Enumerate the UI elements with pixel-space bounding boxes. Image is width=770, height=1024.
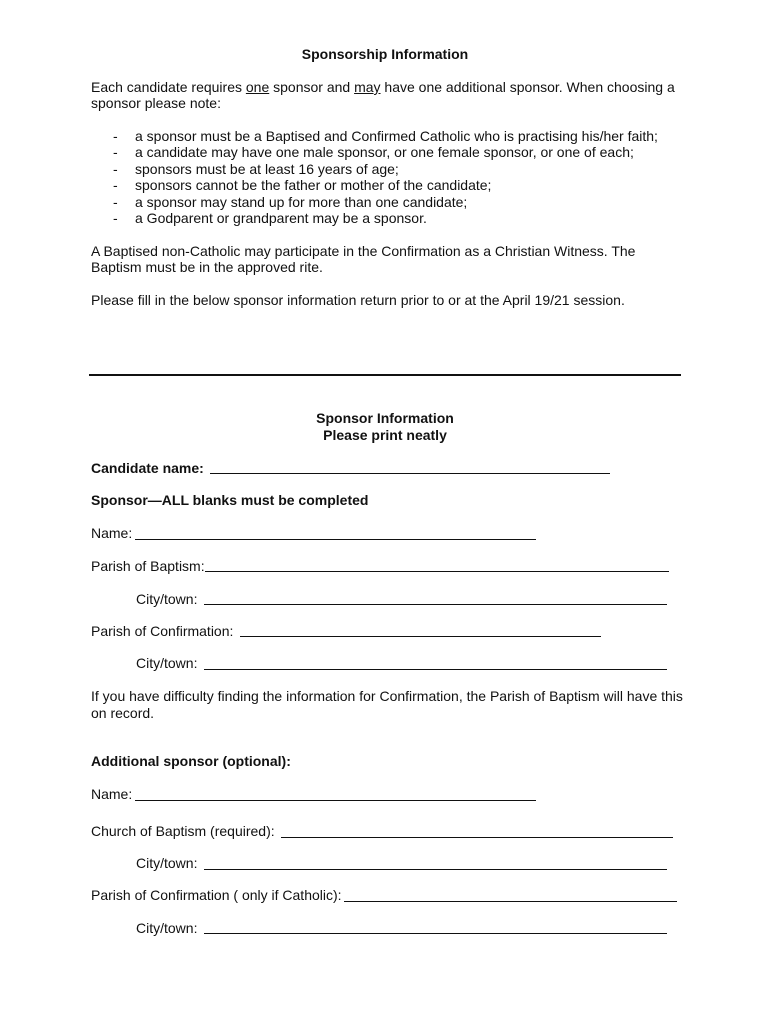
- additional-confirmation-city-field[interactable]: [204, 933, 667, 934]
- bullet-dash: -: [113, 210, 118, 226]
- parish-of-confirmation-field[interactable]: [240, 636, 601, 637]
- confirmation-city-label: City/town:: [136, 655, 198, 671]
- sponsor-heading: Sponsor—ALL blanks must be completed: [91, 492, 369, 508]
- bullet-dash: -: [113, 161, 118, 177]
- additional-name-field[interactable]: [135, 800, 536, 801]
- emphasis-one: one: [245, 79, 270, 95]
- rule-item: a sponsor must be a Baptised and Confirmed Catholic who is practising his/her faith;: [135, 128, 658, 144]
- rule-item: sponsors must be at least 16 years of age;: [135, 161, 399, 177]
- bullet-dash: -: [113, 128, 118, 144]
- rule-item: a sponsor may stand up for more than one candidate;: [135, 194, 468, 210]
- witness-line-2: Baptism must be in the approved rite.: [91, 259, 323, 275]
- rule-item: a Godparent or grandparent may be a sponsor.: [135, 210, 427, 226]
- bullet-dash: -: [113, 177, 118, 193]
- bullet-dash: -: [113, 194, 118, 210]
- candidate-name-label: Candidate name:: [91, 460, 204, 476]
- rule-item: sponsors cannot be the father or mother of the candidate;: [135, 177, 492, 193]
- rule-item: a candidate may have one male sponsor, or one female sponsor, or one of each;: [135, 144, 634, 160]
- difficulty-note-line-1: If you have difficulty finding the information for Confirmation, the Parish of Baptism will have this: [91, 688, 683, 704]
- church-of-baptism-label: Church of Baptism (required):: [91, 823, 275, 839]
- parish-of-baptism-label: Parish of Baptism:: [91, 558, 205, 574]
- intro-line-2: sponsor please note:: [91, 95, 221, 111]
- sponsor-name-field[interactable]: [135, 539, 536, 540]
- confirmation-city-field[interactable]: [204, 669, 667, 670]
- emphasis-may: may: [354, 79, 381, 95]
- section-divider: [89, 374, 681, 376]
- witness-line-1: A Baptised non-Catholic may participate in the Confirmation as a Christian Witness. The: [91, 243, 636, 259]
- additional-parish-confirmation-field[interactable]: [344, 901, 677, 902]
- parish-of-baptism-field[interactable]: [205, 571, 669, 572]
- form-title: Sponsor Information: [316, 410, 454, 426]
- parish-of-confirmation-label: Parish of Confirmation:: [91, 623, 234, 639]
- additional-confirmation-city-label: City/town:: [136, 920, 198, 936]
- baptism-city-label: City/town:: [136, 591, 198, 607]
- intro-line-1: Each candidate requires one sponsor and may have one additional sponsor. When choosing a: [91, 79, 675, 95]
- candidate-name-field[interactable]: [210, 473, 610, 474]
- form-subtitle: Please print neatly: [323, 427, 447, 443]
- additional-baptism-city-field[interactable]: [204, 869, 667, 870]
- page-title: Sponsorship Information: [301, 46, 469, 62]
- baptism-city-field[interactable]: [204, 604, 667, 605]
- return-note: Please fill in the below sponsor information return prior to or at the April 19/21 session.: [91, 292, 625, 308]
- additional-parish-confirmation-label: Parish of Confirmation ( only if Catholic):: [91, 887, 342, 903]
- church-of-baptism-field[interactable]: [281, 837, 673, 838]
- difficulty-note-line-2: on record.: [91, 705, 155, 721]
- additional-baptism-city-label: City/town:: [136, 855, 198, 871]
- additional-name-label: Name:: [91, 786, 133, 802]
- additional-sponsor-heading: Additional sponsor (optional):: [91, 753, 291, 769]
- sponsor-name-label: Name:: [91, 525, 133, 541]
- bullet-dash: -: [113, 144, 118, 160]
